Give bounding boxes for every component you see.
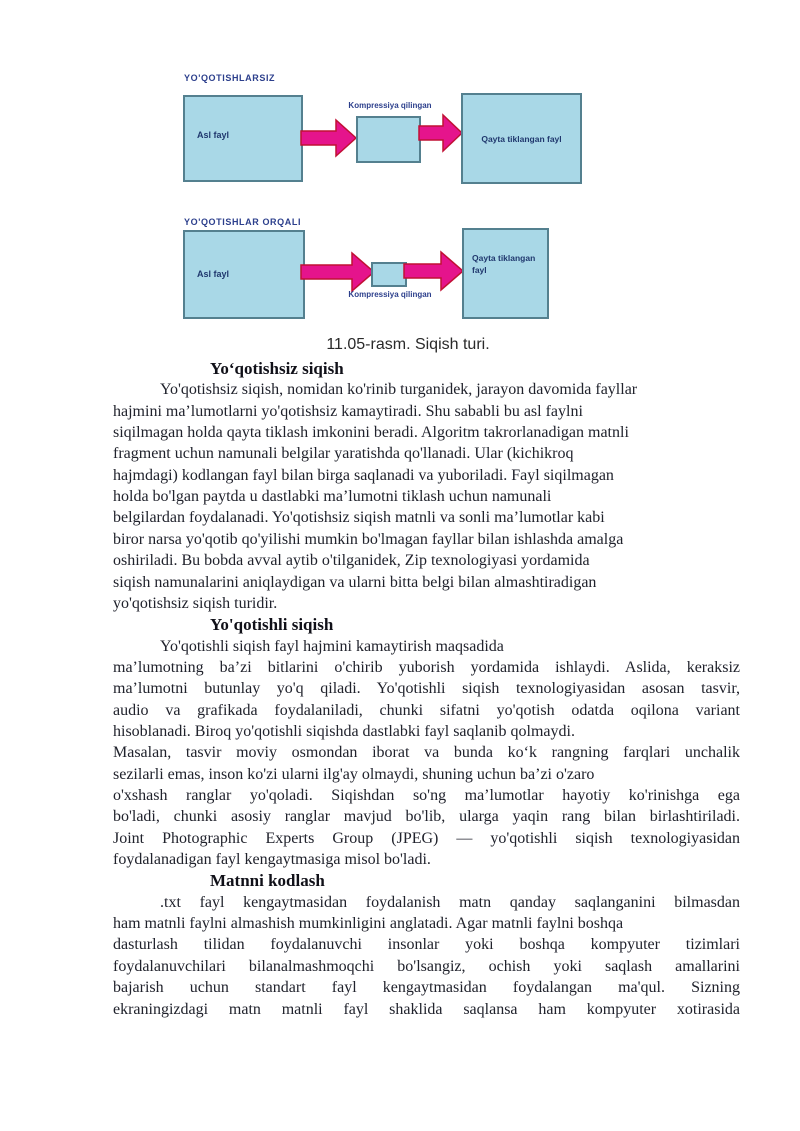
- section-heading: Yo'qotishli siqish: [210, 615, 334, 635]
- section-label-lossy: YO'QOTISHLAR ORQALI: [184, 217, 302, 227]
- restored-file-box: [462, 228, 549, 319]
- text-line: bajarish uchun standart fayl kengaytmasidan foydalangan ma'qul. Sizning: [113, 979, 740, 997]
- text-line: Masalan, tasvir moviy osmondan iborat va bunda koʻk rangning farqlari unchalik: [113, 744, 740, 762]
- original-file-box: [183, 95, 303, 182]
- restored-file-label: Qayta tiklangan fayl: [481, 133, 562, 144]
- paragraph: [113, 892, 740, 1020]
- text-line: .txt fayl kengaytmasidan foydalanish matn qanday saqlanganini bilmasdan: [160, 893, 740, 911]
- paragraph: [113, 379, 740, 614]
- paragraph: [113, 636, 740, 871]
- text-line: ma’lumotning ba’zi bitlarini o'chirib yuborish yordamida ishlaydi. Aslida, keraksiz: [113, 658, 740, 676]
- text-line: siqish namunalarini aniqlaydigan va ularni bitta belgi bilan almashtiradigan: [113, 573, 597, 591]
- text-line: hajmdagi) kodlangan fayl bilan birga saqlanadi va yuboriladi. Fayl siqilmagan: [113, 466, 614, 484]
- section-heading: Matnni kodlash: [210, 871, 325, 891]
- text-line: yo'qotishsiz siqish turidir.: [113, 594, 278, 612]
- text-line: hisoblanadi. Biroq yo'qotishli siqishda dastlabki fayl saqlanib qolmaydi.: [113, 722, 575, 740]
- original-file-label: Asl fayl: [197, 130, 230, 140]
- text-line: hajmini ma’lumotlarni yo'qotishsiz kamaytiradi. Shu sababli bu asl faylni: [113, 402, 583, 420]
- text-line: Yo'qotishli siqish fayl hajmini kamaytirish maqsadida: [160, 637, 504, 655]
- text-line: bo'ladi, chunki asosiy ranglar mavjud bo'lib, ularga yaqin rang bilan birlashtiriladi.: [113, 808, 740, 826]
- text-line: ham matnli faylni almashish mumkinligini anglatadi. Agar matnli faylni boshqa: [113, 915, 624, 933]
- restored-file-label: Qayta tiklangan fayl: [472, 253, 536, 275]
- original-file-label: Asl fayl: [197, 269, 230, 279]
- compressed-file-box: [371, 262, 407, 287]
- section-heading: Yoʻqotishsiz siqish: [210, 359, 344, 378]
- text-line: foydalanuvchilari bilanalmashmoqchi bo'lsangiz, ochish yoki saqlash amallarini: [113, 957, 740, 975]
- text-line: belgilardan foydalanadi. Yo'qotishsiz siqish matnli va sonli ma’lumotlar kabi: [113, 509, 605, 527]
- text-line: Joint Photographic Experts Group (JPEG) — yo'qotishli siqish texnologiyasidan: [113, 829, 740, 847]
- text-line: ekraningizdagi matn matnli fayl shaklida saqlansa ham kompyuter xotirasida: [113, 1000, 740, 1018]
- compressed-file-box: [356, 116, 421, 163]
- arrow-right-icon: [403, 247, 465, 295]
- text-line: oshiriladi. Bu bobda avval aytib o'tilganidek, Zip texnologiyasi yordamida: [113, 552, 590, 570]
- text-line: ma’lumotni butunlay yo'q qiladi. Yo'qotishli siqish texnologiyasidan asosan tasvir,: [113, 680, 740, 698]
- text-line: fragment uchun namunali belgilar yaratishda qo'llanadi. Ular (kichikroq: [113, 445, 574, 463]
- text-line: sezilarli emas, inson ko'zi ularni ilg'ay olmaydi, shuning uchun ba’zi o'zaro: [113, 765, 595, 783]
- section-label-lossless: YO'QOTISHLARSIZ: [184, 73, 276, 83]
- text-line: foydalanadigan fayl kengaytmasiga misol bo'ladi.: [113, 851, 431, 869]
- restored-file-box: [461, 93, 582, 184]
- text-line: biror narsa yo'qotib qo'yilishi mumkin bo'lmagan fayllar bilan ishlashda amalga: [113, 530, 624, 548]
- text-line: o'xshash ranglar yo'qoladi. Siqishdan so'ng ma’lumotlar hayotiy ko'rinishga ega: [113, 787, 740, 804]
- figure-compression-types: [0, 0, 800, 360]
- text-line: audio va grafikada foydalaniladi, chunki sifatni yo'qotish odatda oqilona variant: [113, 701, 740, 719]
- text-line: siqilmagan holda qayta tiklash imkonini beradi. Algoritm takrorlanadigan matnli: [113, 424, 629, 442]
- text-line: Yo'qotishsiz siqish, nomidan ko'rinib turganidek, jarayon davomida fayllar: [160, 381, 638, 399]
- arrow-right-icon: [300, 117, 358, 159]
- compressed-file-label: Kompressiya qilingan: [348, 290, 432, 299]
- figure-caption: 11.05-rasm. Siqish turi.: [326, 336, 490, 353]
- original-file-box: [183, 230, 305, 319]
- text-line: dasturlash tilidan foydalanuvchi insonlar yoki boshqa kompyuter tizimlari: [113, 936, 740, 954]
- arrow-right-icon: [418, 111, 464, 155]
- compressed-file-label: Kompressiya qilingan: [348, 101, 432, 110]
- arrow-right-icon: [300, 249, 376, 295]
- article-body: [113, 358, 740, 1020]
- text-line: holda bo'lgan paytda u dastlabki ma’lumotni tiklash uchun namunali: [113, 488, 552, 506]
